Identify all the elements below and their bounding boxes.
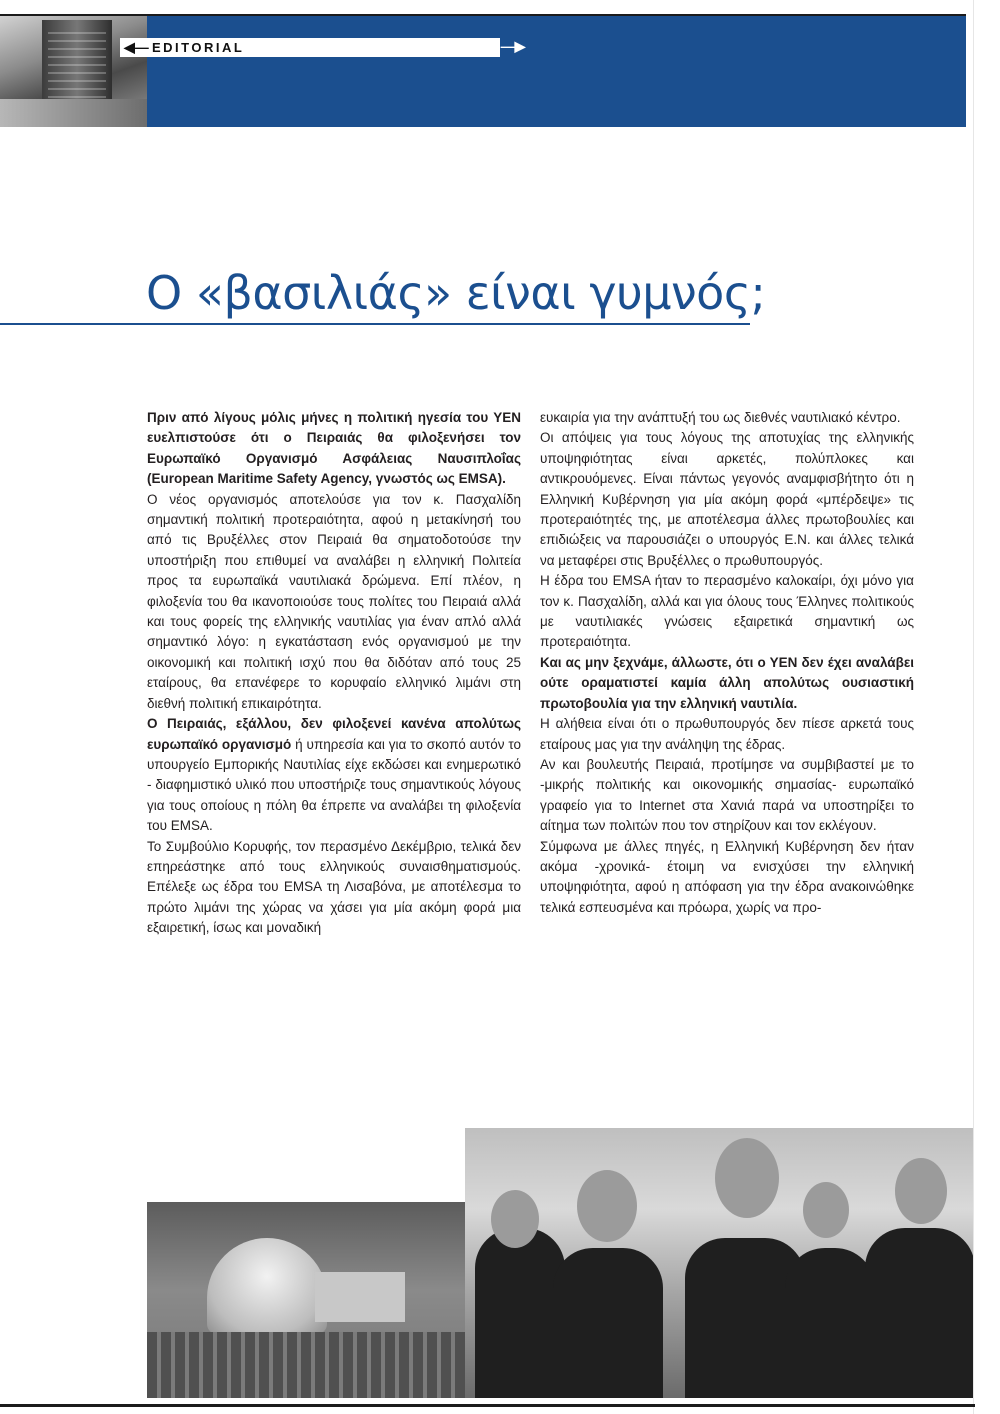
paragraph: Οι απόψεις για τους λόγους της αποτυχίας της ελληνικής υποψηφιότητας είναι αρκετές, πολύπλοκες και αντικρουόμενες. Είναι πάντως γεγονός αναμφισβήτητο ότι η Ελληνική Κυβέρνηση για μία ακόμη φορά «μπέρδεψε» τις προτεραιότητές της, με αποτέλεσμα άλλες πρωτοβουλίες και επιδιώξεις να παρουσιάζει ο υπουργός Ε.Ν. και άλλες τελικά να μεταφέρει στις Βρυξέλλες ο πρωθυπουργός.: [540, 430, 914, 568]
building-ground: [0, 99, 147, 127]
header-building-photo: [0, 16, 147, 127]
person-head: [577, 1170, 637, 1242]
terminal-wing: [315, 1272, 405, 1322]
person-head: [491, 1190, 539, 1248]
title-underline: [0, 323, 750, 325]
parking-lot: [147, 1332, 465, 1398]
person-figure: [475, 1228, 565, 1398]
paragraph: Η αλήθεια είναι ότι ο πρωθυπουργός δεν πίεσε αρκετά τους εταίρους μας για την ανάληψη της έδρας.: [540, 716, 914, 752]
scan-page-edge: [973, 0, 1000, 1414]
photo-strip: [0, 1128, 975, 1398]
article-column-right: [540, 408, 914, 918]
person-figure: [785, 1248, 875, 1398]
person-figure: [865, 1228, 975, 1398]
paragraph: Και ας μην ξεχνάμε, άλλωστε, ότι ο ΥΕΝ δεν έχει αναλάβει ούτε οραματιστεί καμία άλλη απολύτως ουσιαστική πρωτοβουλία για την ελληνική ναυτιλία.: [540, 654, 914, 711]
paragraph: ευκαιρία για την ανάπτυξή του ως διεθνές ναυτιλιακό κέντρο.: [540, 410, 901, 425]
paragraph: Ο νέος οργανισμός αποτελούσε για τον κ. Πασχαλίδη σημαντική πολιτική προτεραιότητα, αφού η μετακίνησή του από τις Βρυξέλλες στον Πειραιά θα σηματοδοτούσε την υποστήριξη που επιθυμεί να αναλάβει η ελληνική Πολιτεία προς τα ευρωπαϊκά ναυτιλιακά δρώμενα. Επί πλέον, η φιλοξενία του θα ικανοποιούσε τους πολίτες του Πειραιά αλλά και τους φορείς της ελληνικής ναυτιλίας για έναν απλό αλλά σημαντικό λόγο: η εγκατάσταση ενός οργανισμού με την οικονομική και πολιτική ισχύ που θα διδόταν από τους 25 εταίρους, θα επανέφερε το κορυφαίο ελληνικό λιμάνι στη διεθνή πολιτική επικαιρότητα.: [147, 491, 521, 711]
building-tower: [42, 20, 112, 106]
section-label: EDITORIAL: [152, 40, 245, 55]
paragraph: Το Συμβούλιο Κορυφής, τον περασμένο Δεκέμβριο, τελικά δεν επηρεάστηκε από τους ελληνικούς συναισθηματισμούς. Επέλεξε ως έδρα του EMSA τη Λισαβόνα, με αποτέλεσμα το πρώτο λιμάνι της χώρας να χάσει για μία ακόμη φορά μια εξαιρετική, ίσως και μοναδική: [147, 838, 521, 936]
person-figure: [553, 1248, 663, 1398]
aerial-port-photo: [147, 1202, 465, 1398]
officials-group-photo: [465, 1128, 975, 1398]
left-arrow-icon: ◀—: [124, 39, 149, 55]
article-column-left: [147, 408, 521, 939]
person-head: [803, 1182, 849, 1238]
person-head: [715, 1138, 779, 1218]
terminal-dome: [207, 1238, 327, 1334]
paragraph: Πριν από λίγους μόλις μήνες η πολιτική ηγεσία του ΥΕΝ ευελπιστούσε ότι ο Πειραιάς θα φιλοξενήσει τον Ευρωπαϊκό Οργανισμό Ασφάλειας Ναυσιπλοΐας (European Maritime Safety Agency, γνωστός ως EMSA).: [147, 410, 521, 487]
scan-bottom-rule: [0, 1404, 975, 1407]
paragraph: Η έδρα του EMSA ήταν το περασμένο καλοκαίρι, όχι μόνο για τον κ. Πασχαλίδη, αλλά και για όλους τους Έλληνες πολιτικούς με ναυτιλιακές γνώσεις εξαιρετικά σημαντική ως προτεραιότητα.: [540, 573, 914, 650]
paragraph: Σύμφωνα με άλλες πηγές, η Ελληνική Κυβέρνηση δεν ήταν ακόμα -χρονικά- έτοιμη να ενισχύσει την ελληνική υποψηφιότητα, αφού η απόφαση για την έδρα ανακοινώθηκε τελικά εσπευσμένα και πρόωρα, χωρίς να προ-: [540, 838, 914, 915]
person-head: [895, 1158, 947, 1224]
right-arrow-icon: —▶: [500, 38, 526, 57]
paragraph: Ο Πειραιάς, εξάλλου, δεν φιλοξενεί κανένα απολύτως ευρωπαϊκό οργανισμό ή υπηρεσία και για το σκοπό αυτόν το υπουργείο Εμπορικής Ναυτιλίας είχε εκδώσει και ενημερωτικό - διαφημιστικό υλικό που υποστήριζε τους σημαντικούς λόγους για τους οποίους η πόλη θα έπρεπε να αναλάβει τη φιλοξενία του EMSA.: [147, 716, 521, 834]
article-title: Ο «βασιλιάς» είναι γυμνός;: [146, 266, 766, 320]
section-header: [0, 16, 966, 127]
paragraph: Αν και βουλευτής Πειραιά, προτίμησε να συμβιβαστεί με το -μικρής πολιτικής και οικονομικής σημασίας- ευρωπαϊκό γραφείο για το Internet στα Χανιά παρά να υποστηρίξει το αίτημα των πολιτών που τον στηρίζουν και τον εκλέγουν.: [540, 756, 914, 834]
